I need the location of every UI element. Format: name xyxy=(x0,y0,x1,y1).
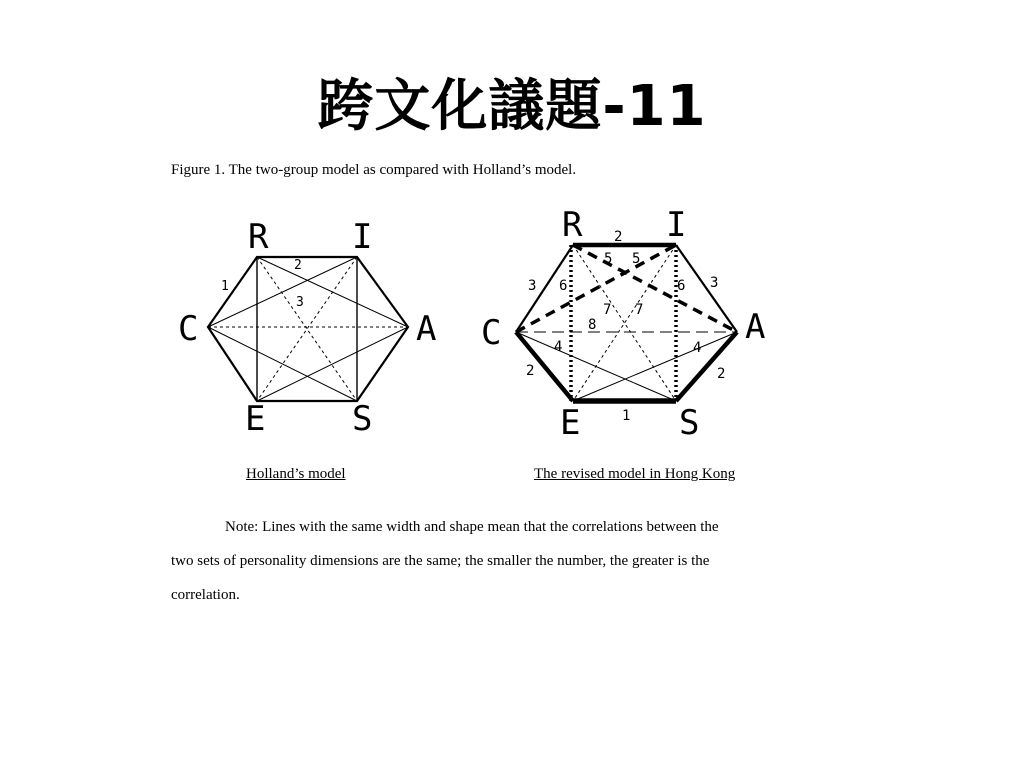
revised-number-8: 8 xyxy=(588,317,597,333)
revised-number-left-2: 2 xyxy=(526,363,535,379)
revised-number-left-6: 6 xyxy=(559,278,568,294)
figure-caption: Figure 1. The two-group model as compared with Holland’s model. xyxy=(171,162,577,178)
holland-number-3: 3 xyxy=(296,295,304,310)
revised-letter-a: A xyxy=(745,307,766,347)
revised-letter-i: I xyxy=(666,205,687,245)
note-paragraph xyxy=(171,510,821,612)
revised-number-left-4: 4 xyxy=(554,339,563,355)
holland-letter-s: S xyxy=(352,399,373,439)
revised-letter-e: E xyxy=(560,403,581,443)
holland-letter-i: I xyxy=(352,217,373,257)
revised-number-top-2: 2 xyxy=(614,229,623,245)
revised-number-left-3: 3 xyxy=(528,278,537,294)
revised-letter-c: C xyxy=(481,313,502,353)
revised-hexagon xyxy=(516,245,737,401)
holland-model-label: Holland’s model xyxy=(246,466,346,482)
revised-number-right-2: 2 xyxy=(717,366,726,382)
note-line-3: correlation. xyxy=(171,587,240,603)
holland-letter-e: E xyxy=(245,399,266,439)
holland-letter-c: C xyxy=(178,309,199,349)
holland-hexagon xyxy=(208,257,408,401)
revised-number-right-4: 4 xyxy=(693,340,702,356)
revised-letter-r: R xyxy=(562,205,583,245)
revised-number-7a: 7 xyxy=(603,302,612,318)
revised-number-right-6: 6 xyxy=(677,278,686,294)
holland-letter-a: A xyxy=(416,309,437,349)
revised-number-bottom-1: 1 xyxy=(622,408,631,424)
revised-number-7b: 7 xyxy=(635,302,644,318)
note-line-1: Note: Lines with the same width and shape mean that the correlations between the xyxy=(225,519,719,535)
revised-letter-s: S xyxy=(679,403,700,443)
revised-number-right-3: 3 xyxy=(710,275,719,291)
revised-number-5a: 5 xyxy=(604,251,613,267)
holland-number-2: 2 xyxy=(294,258,302,273)
slide-title: 跨文化議題-11 xyxy=(317,74,707,139)
holland-number-1: 1 xyxy=(221,279,229,294)
holland-letter-r: R xyxy=(248,217,269,257)
revised-number-5b: 5 xyxy=(632,251,641,267)
revised-model-label: The revised model in Hong Kong xyxy=(534,466,736,482)
note-line-2: two sets of personality dimensions are the same; the smaller the number, the greater is the xyxy=(171,553,710,569)
